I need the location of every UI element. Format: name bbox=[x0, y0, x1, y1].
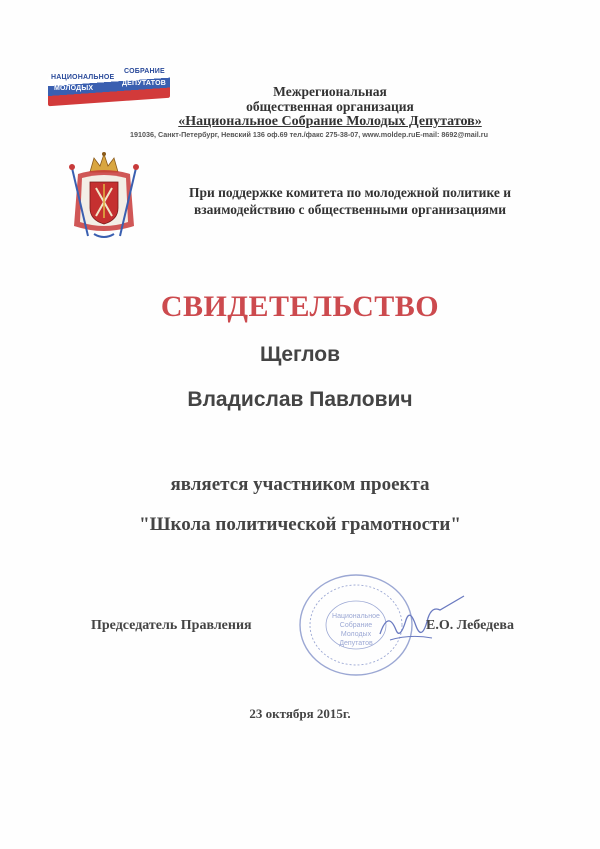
org-line-1: Межрегиональная bbox=[273, 84, 387, 99]
participation-statement: является участником проекта bbox=[170, 474, 430, 495]
svg-text:Национальное: Национальное bbox=[332, 613, 380, 620]
logo-text-4: ДЕПУТАТОВ bbox=[122, 80, 166, 87]
org-name: «Национальное Собрание Молодых Депутатов» bbox=[178, 114, 482, 129]
signer-name: Е.О. Лебедева bbox=[426, 618, 514, 633]
logo-text-2: МОЛОДЫХ bbox=[54, 85, 94, 92]
logo-text-1: НАЦИОНАЛЬНОЕ bbox=[51, 74, 115, 81]
logo-text-3: СОБРАНИЕ bbox=[124, 68, 165, 75]
support-line-1: При поддержке комитета по молодежной политике и bbox=[188, 185, 512, 200]
org-line-2: общественная организация bbox=[246, 99, 414, 114]
organization-header bbox=[140, 84, 520, 129]
support-text bbox=[160, 184, 540, 218]
certificate-title: СВИДЕТЕЛЬСТВО bbox=[160, 290, 440, 323]
svg-text:Депутатов: Депутатов bbox=[339, 640, 373, 647]
svg-text:Молодых: Молодых bbox=[340, 631, 372, 638]
issue-date: 23 октября 2015г. bbox=[249, 706, 351, 721]
recipient-given-names: Владислав Павлович bbox=[187, 388, 413, 411]
org-address: 191036, Санкт-Петербург, Невский 136 оф.69 тел./факс 275-38-07, www.moldep.ruE-mail: 8692@mail.ru bbox=[130, 130, 488, 139]
signer-position: Председатель Правления bbox=[91, 618, 252, 633]
svg-text:Собрание: Собрание bbox=[339, 622, 373, 629]
support-line-2: взаимодействию с общественными организациями bbox=[193, 202, 507, 217]
recipient-surname: Щеглов bbox=[259, 343, 341, 366]
coat-of-arms-icon bbox=[64, 150, 144, 242]
project-name: "Школа политической грамотности" bbox=[139, 514, 461, 535]
